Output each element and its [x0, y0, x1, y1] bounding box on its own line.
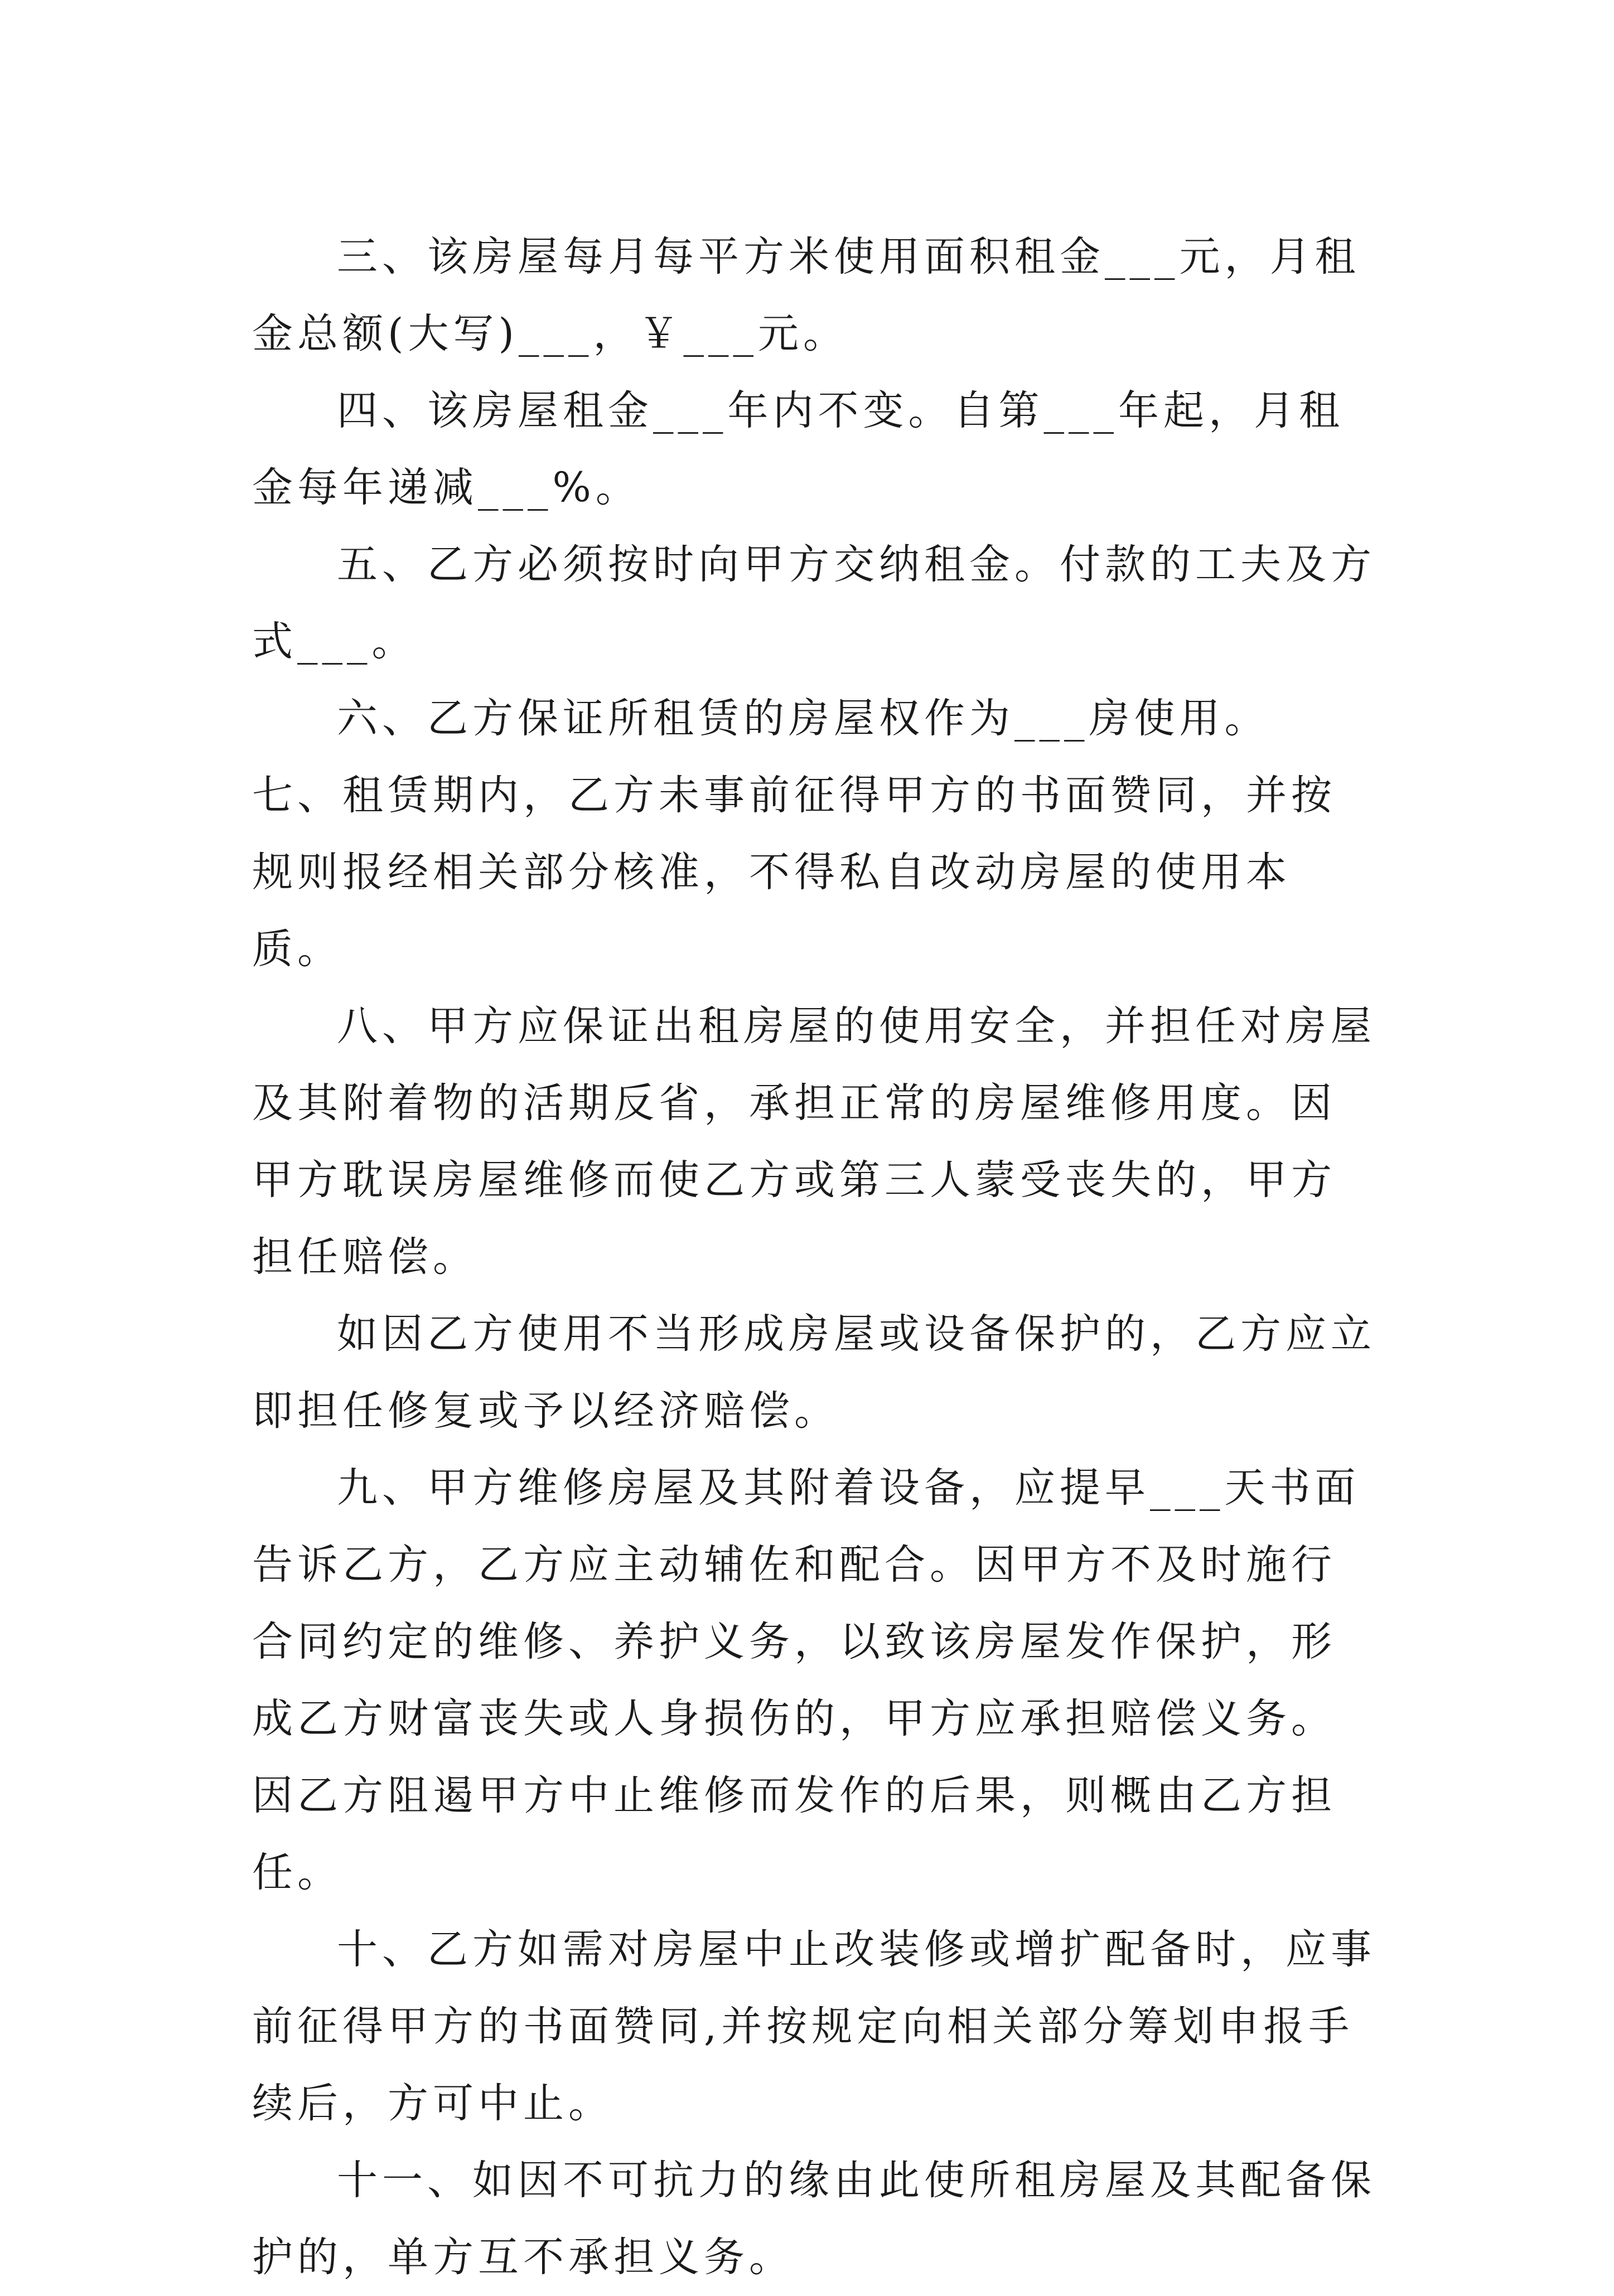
clause-3-rent-amount: 三、该房屋每月每平方米使用面积租金___元，月租金总额(大写)___，￥___元。	[252, 233, 1360, 357]
clause-5-payment: 五、乙方必须按时向甲方交纳租金。付款的工夫及方式___。	[252, 541, 1376, 665]
clause-11-force-majeure: 十一、如因不可抗力的缘由此使所租房屋及其配备保护的，单方互不承担义务。	[252, 2157, 1376, 2281]
clause-10-renovation: 十、乙方如需对房屋中止改装修或增扩配备时，应事前征得甲方的书面赞同,并按规定向相关部分筹划申报手续后，方可中止。	[252, 1926, 1376, 2127]
clause-4-rent-term: 四、该房屋租金___年内不变。自第___年起，月租金每年递减___%。	[252, 387, 1344, 511]
clause-9-repairs: 九、甲方维修房屋及其附着设备，应提早___天书面告诉乙方，乙方应主动辅佐和配合。因甲方不及时施行合同约定的维修、养护义务，以致该房屋发作保护，形成乙方财富丧失或人身损伤的，甲方应承担赔偿义务。因乙方阻遏甲方中止维修而发作的后果，则概由乙方担任。	[252, 1464, 1360, 1896]
clause-8-damage-paragraph: 如因乙方使用不当形成房屋或设备保护的，乙方应立即担任修复或予以经济赔偿。	[252, 1310, 1376, 1435]
clause-8-maintenance: 八、甲方应保证出租房屋的使用安全，并担任对房屋及其附着物的活期反省，承担正常的房屋维修用度。因甲方耽误房屋维修而使乙方或第三人蒙受丧失的，甲方担任赔偿。	[252, 1002, 1376, 1281]
clause-6-7-usage: 六、乙方保证所租赁的房屋权作为___房使用。 七、租赁期内，乙方未事前征得甲方的书面赞同，并按规则报经相关部分核准，不得私自改动房屋的使用本质。	[252, 695, 1336, 973]
document-body	[252, 219, 1376, 2296]
